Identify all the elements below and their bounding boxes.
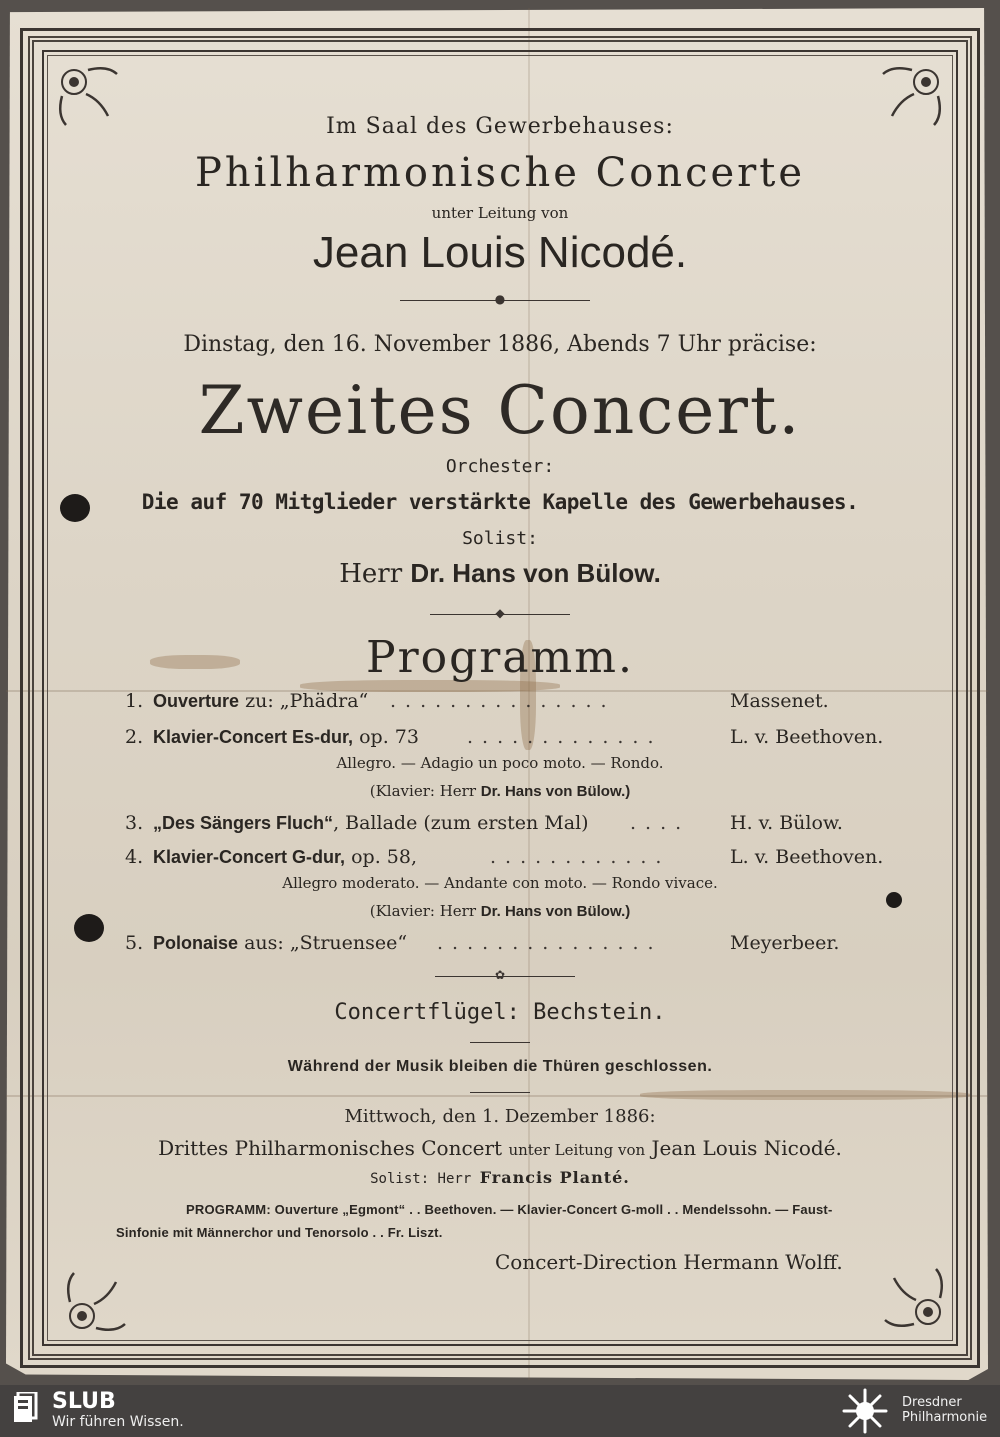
soloist-note bbox=[0, 782, 1000, 800]
divider-ornament-icon: ◆ bbox=[495, 606, 505, 620]
movements-line: Allegro moderato. — Andante con moto. — Rondo vivace. bbox=[282, 874, 718, 892]
item-title: Polonaise bbox=[153, 933, 239, 953]
next-title-conductor: Jean Louis Nicodé. bbox=[651, 1136, 842, 1160]
divider-rule bbox=[470, 1092, 530, 1093]
item-work bbox=[153, 726, 419, 748]
doors-notice: Während der Musik bleiben die Thüren geschlossen. bbox=[287, 1058, 713, 1075]
note-prefix: (Klavier: Herr bbox=[369, 782, 476, 800]
item-work bbox=[153, 690, 368, 712]
item-title: Klavier-Concert Es-dur, bbox=[153, 727, 354, 747]
item-work bbox=[153, 932, 407, 954]
piano-note: Concertflügel: Bechstein. bbox=[334, 1000, 666, 1025]
programme-item bbox=[125, 812, 885, 840]
soloist-label: Solist: bbox=[462, 528, 538, 549]
leader-dots: ............... bbox=[390, 690, 616, 712]
item-number: 2. bbox=[125, 726, 144, 748]
soloist-prefix: Herr bbox=[339, 559, 403, 589]
next-programme-line1: PROGRAMM: Ouverture „Egmont“ . . Beethoven. — Klavier-Concert G-moll . . Mendelssohn. — Faust- bbox=[186, 1202, 833, 1217]
next-programme-line2: Sinfonie mit Männerchor und Tenorsolo . . Fr. Liszt. bbox=[116, 1225, 443, 1240]
item-number: 4. bbox=[125, 846, 144, 868]
divider-ornament-icon: ● bbox=[494, 292, 506, 306]
concert-direction: Concert-Direction Hermann Wolff. bbox=[495, 1250, 843, 1274]
next-concert-title bbox=[0, 1136, 1000, 1160]
note-name: Dr. Hans von Bülow.) bbox=[480, 903, 631, 920]
soloist-line bbox=[0, 558, 1000, 589]
concert-title: Zweites Concert. bbox=[198, 372, 802, 449]
item-title: Ouverture bbox=[153, 691, 240, 711]
leader-dots: ............ bbox=[490, 846, 671, 868]
venue-line: Im Saal des Gewerbehauses: bbox=[326, 114, 674, 139]
concert-date-line: Dinstag, den 16. November 1886, Abends 7 Uhr präcise: bbox=[183, 332, 817, 357]
slub-name: SLUB bbox=[52, 1389, 116, 1414]
programme-heading: Programm. bbox=[366, 632, 634, 683]
next-title-main: Drittes Philharmonisches Concert bbox=[158, 1136, 503, 1160]
next-title-mid: unter Leitung von bbox=[508, 1141, 646, 1159]
leader-dots: .... bbox=[630, 812, 691, 834]
programme-item bbox=[125, 846, 885, 874]
programme-item bbox=[125, 726, 885, 754]
partner-line-1: Dresdner bbox=[902, 1395, 962, 1410]
divider-rule bbox=[470, 1042, 530, 1043]
next-soloist-name: Francis Planté. bbox=[479, 1168, 630, 1187]
leader-dots: ............... bbox=[437, 932, 663, 954]
dresdner-philharmonie-logo-icon bbox=[840, 1387, 890, 1435]
series-title: Philharmonische Concerte bbox=[194, 150, 806, 196]
dresdner-philharmonie-name bbox=[902, 1395, 987, 1425]
next-soloist-prefix: Solist: Herr bbox=[370, 1171, 472, 1187]
next-concert-date: Mittwoch, den 1. Dezember 1886: bbox=[344, 1106, 656, 1127]
conducted-by-label: unter Leitung von bbox=[431, 204, 569, 222]
footer-bar bbox=[0, 1385, 1000, 1437]
slub-logo-icon bbox=[14, 1392, 40, 1422]
conductor-name: Jean Louis Nicodé. bbox=[312, 228, 688, 277]
slub-tagline: Wir führen Wissen. bbox=[52, 1414, 184, 1430]
item-number: 1. bbox=[125, 690, 144, 712]
item-detail: zu: „Phädra“ bbox=[239, 690, 369, 712]
item-title: „Des Sängers Fluch“ bbox=[153, 813, 334, 833]
item-composer: H. v. Bülow. bbox=[730, 812, 843, 834]
soloist-note bbox=[0, 902, 1000, 920]
orchestra-name: Die auf 70 Mitglieder verstärkte Kapelle des Gewerbehauses. bbox=[141, 490, 859, 514]
programme-item bbox=[125, 690, 885, 718]
item-composer: Massenet. bbox=[730, 690, 829, 712]
item-composer: L. v. Beethoven. bbox=[730, 846, 884, 868]
divider-ornament-icon: ✿ bbox=[494, 968, 506, 982]
soloist-name: Dr. Hans von Bülow. bbox=[410, 558, 661, 588]
programme-item bbox=[125, 932, 885, 960]
item-composer: L. v. Beethoven. bbox=[730, 726, 884, 748]
item-detail: op. 58, bbox=[345, 846, 417, 868]
corner-ornament-icon bbox=[60, 1268, 130, 1338]
corner-ornament-icon bbox=[880, 1264, 950, 1334]
item-number: 3. bbox=[125, 812, 144, 834]
item-number: 5. bbox=[125, 932, 144, 954]
item-work bbox=[153, 812, 589, 834]
leader-dots: ............. bbox=[467, 726, 663, 748]
partner-line-2: Philharmonie bbox=[902, 1410, 988, 1425]
item-detail: , Ballade (zum ersten Mal) bbox=[333, 812, 589, 834]
item-composer: Meyerbeer. bbox=[730, 932, 840, 954]
item-detail: aus: „Struensee“ bbox=[238, 932, 408, 954]
next-soloist bbox=[0, 1168, 1000, 1187]
note-prefix: (Klavier: Herr bbox=[369, 902, 476, 920]
note-name: Dr. Hans von Bülow.) bbox=[480, 783, 631, 800]
movements-line: Allegro. — Adagio un poco moto. — Rondo. bbox=[336, 754, 664, 772]
item-title: Klavier-Concert G-dur, bbox=[153, 847, 346, 867]
orchestra-label: Orchester: bbox=[445, 456, 555, 477]
item-work bbox=[153, 846, 417, 868]
item-detail: op. 73 bbox=[353, 726, 419, 748]
